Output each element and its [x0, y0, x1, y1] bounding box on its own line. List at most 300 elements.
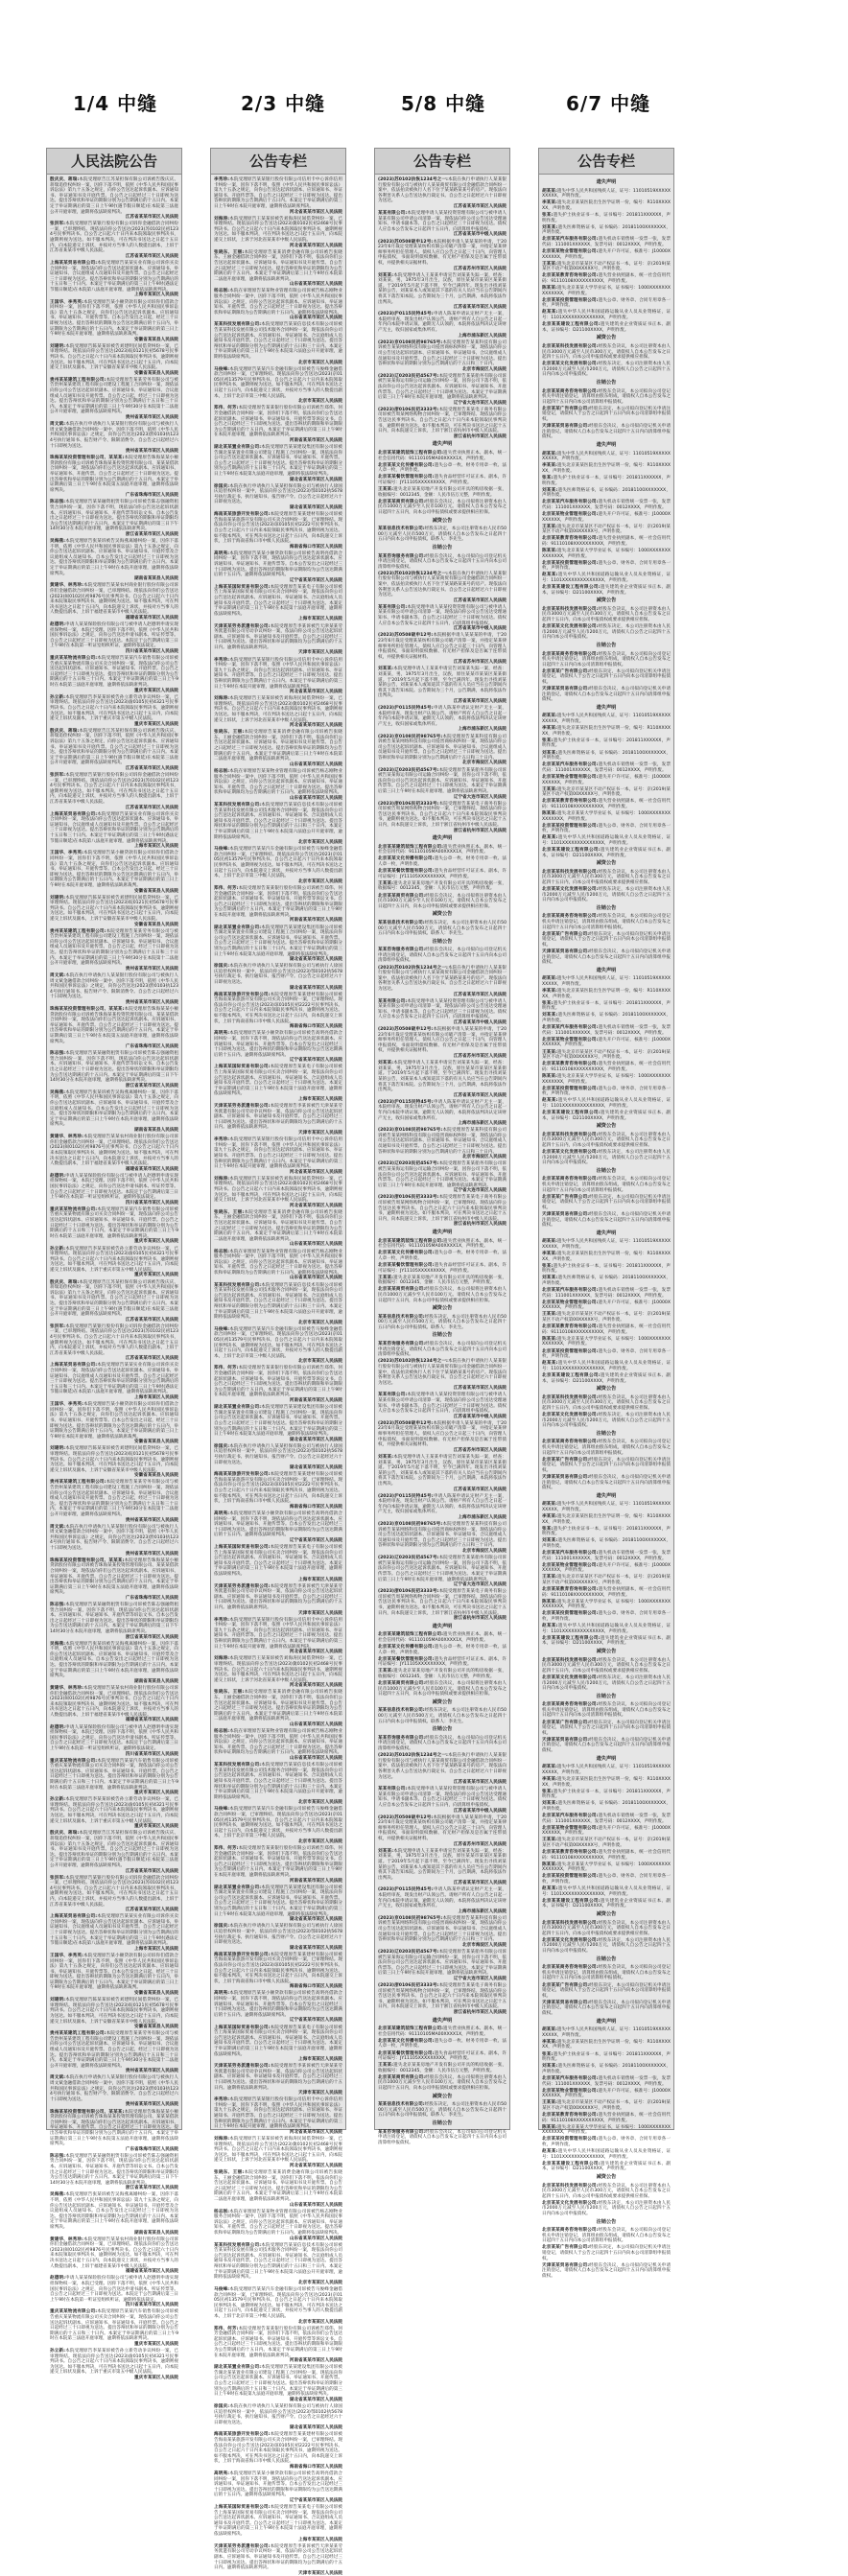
notice-item	[542, 1738, 671, 1754]
notice-text: 遗失营业执照正本、副本，统一社会信用代码：91110105MA00XXXX1X，声明作废。	[378, 1238, 506, 1250]
notice-text: 遗失中华人民共和国残疾人证，证号：11010519XXXXXXXXXX，声明作废。	[542, 714, 671, 725]
notice-item	[542, 1600, 671, 1610]
notice-addressee: 天津某某贸易有限公司:	[542, 2262, 590, 2268]
notice-text: 本院受理原告某某信息技术有限公司诉被告某某科技发展有限公司技术服务合同纠纷一案，现依法向你公司公告送达起诉状副本、应诉通知书、举证通知书、合议庭组成人员通知书及开庭传票。自公告之日起经过三十日即视为送达。提出答辩状和举证的期限分别为公告期满后的十五日和三十日内。本案定于举证期满后的第三日上午9时在本院第六法庭公开开庭审理，逾期将依法缺席判决。	[214, 2242, 342, 2281]
notice-addressee: 北京某某投资管理有限公司:	[542, 823, 599, 829]
notice-issuer: 江苏省某某市某区人民法院	[453, 1092, 506, 1098]
notice-addressee: 杨志刚:	[214, 768, 229, 774]
notice-text: 本院受理原告某某小额贷款有限公司诉被告高明亮借款合同纠纷一案，因你下落不明，现依法向你公告送达起诉状副本、应诉通知书、举证通知书、开庭传票等。自本公告发出之日起经过三十日即视为送达。提出答辩状的期限和举证期限均为公告送达期满后的十五日内。逾期将依法缺席判决。	[214, 1031, 342, 1058]
notice-addressee: 重庆某某物流有限公司:	[50, 1206, 98, 1212]
notice-addressee: 吴海燕:	[50, 1641, 65, 1647]
notice-item	[542, 1514, 671, 1525]
notice-issuer: 浙江省某某市某区人民法院	[125, 532, 178, 537]
notice-issuer: 河北省某某市某区人民法院	[289, 723, 342, 729]
notice-item	[542, 1874, 671, 1885]
notice-addressee: 重庆某某物流有限公司:	[50, 2309, 98, 2315]
notice-text: 申请人陈某申请认定财产无主一案，本院经审查，现发出财产认领公告。请财产所有人自公告之日起一年内向本院申请认领。逾期无人认领的，本院将依法判决认定该财产无主，收归国家或集体所有。	[378, 1493, 507, 1515]
notice-item	[50, 1480, 178, 1523]
notice-item	[214, 445, 342, 482]
section-title: 注销公告	[596, 1167, 617, 1174]
notice-item	[50, 2237, 178, 2275]
section-title: 遗失声明	[596, 1492, 617, 1499]
notice-addressee: 某某有限公司:	[378, 1393, 408, 1398]
notice-item	[50, 1247, 178, 1279]
notice-item	[50, 456, 178, 499]
notice-item	[50, 1998, 178, 2030]
notice-addressee: 郑伟、何芳:	[214, 1846, 239, 1852]
section-title: 遗失声明	[596, 1755, 617, 1762]
section-title: 遗失声明	[432, 835, 453, 842]
notice-item	[378, 177, 506, 210]
notice-issuer: 北京市海淀区人民法院	[462, 366, 506, 372]
notice-item	[378, 1061, 506, 1098]
notice-addressee: 周文斌:	[50, 1524, 65, 1530]
notice-issuer: 江苏省某某市某区人民法院	[453, 203, 506, 209]
notice-text: 遗失机动车销售统一发票一张，发票代码：111001XXXXXX，发票号码：0012XXXX，声明作废。	[542, 1551, 671, 1561]
notice-issuer: 海南省海口市某区人民法院	[289, 1504, 342, 1510]
notice-addressee: 天津某某劳务派遣有限公司:	[214, 2543, 271, 2549]
notice-addressee: 胡某某:	[542, 976, 557, 982]
notice-addressee: 湖北某某置业有限公司:	[214, 1405, 262, 1411]
notice-text: 本院受理原告陈某某诉被告刘建明民间借贷纠纷一案，已审理终结。现依法向你公告送达(2023)皖0121民初5678号民事判决书。自公告之日起六十日内来本院领取民事判决书，逾期则视为送达。如不服本判决，可在判决书送达之日起十五日内，向本院递交上诉状及副本，上诉于安徽省某某市中级人民法院。	[50, 895, 178, 922]
notice-item	[542, 585, 671, 596]
notice-item	[542, 1001, 671, 1012]
notice-addressee: 珠海某某投资管理有限公司、某某某:	[50, 2109, 125, 2115]
notice-text: 本院受理原告某银行股份有限公司诉你金融借款合同纠纷一案，已审理终结。现依法向你公告送达(2023)苏0102民初1234号民事判决书。自公告之日起六十日内来本院领取民事判决书，逾期则视为送达。如不服本判决，可在判决书送达之日起十五日内，向本院递交上诉状，并按对方当事人的人数提出副本，上诉于江苏省某某市中级人民法院。	[50, 773, 178, 805]
notice-text: 本院受理原告某某船务有限公司诉被告某某海运有限公司运输合同纠纷一案，因你公司下落不明，依法向你公司公告送达起诉状副本、应诉通知书、举证通知书、开庭传票等。自公告之日起经过三十日即视为送达。本案定于举证期满后第三日上午9时在本院开庭审理，逾期将依法缺席判决。	[378, 767, 506, 794]
notice-text: 遗失中华人民共和国残疾人证，证号：11010519XXXXXXXXXX，声明作废。	[542, 451, 671, 462]
notice-text: 遗失中华人民共和国残疾人证，证号：11010519XXXXXXXXXX，声明作废。	[542, 976, 671, 987]
notice-text: 遗失北京某某房地产开发有限公司开具的购房收据一张，收据编号：0012345，金额：人民币伍万元整，声明作废。	[378, 880, 506, 892]
notice-text: 遗失北京市某某区不动产权证书一本，证号：京(2019)某某区不动产权第00XXXXX号，声明作废。	[542, 524, 671, 535]
notice-addressee: 北京某某物业管理有限公司:	[542, 774, 599, 780]
notice-text: 本院受理原告某某电子有限公司诉被告上海某某国际贸易有限公司买卖合同纠纷一案，现依法向你公司公告送达起诉状副本、应诉通知书、举证通知书、合议庭组成人员通知书及开庭传票。自公告之日起经过三十日即视为送达。本案定于举证期满后的第三日上午9时在本院第十法庭开庭审理，逾期将依法缺席判决。	[214, 2025, 342, 2057]
notice-text: 本院受理原告江苏某担保有限公司诉被告殷庆庆、蒋瑞追偿权纠纷一案，因你下落不明，依照《中华人民共和国民事诉讼法》第九十五条之规定，向你公告送达起诉状副本、应诉通知书、举证通知书及开庭传票。自公告之日起经过三十日即视为送达。提出答辩状和举证的期限分别为公告期满后的十五日内。本案定于举证期满后的第三日上午9时(遇节假日顺延)在本院第三法庭公开开庭审理，逾期将依法缺席判决。	[50, 177, 178, 215]
notice-text: 本院受理原告某某农村商业银行股份有限公司诉你们金融借款合同纠纷一案，已审理终结。现依法向你们公告送达(2023)闽0102民初9876号民事判决书。自公告之日起六十日内来本院领取民事判决书，逾期则视为送达。如不服本判决，可在判决书送达之日起十五日内，向本院递交上诉状，并按对方当事人的人数提出副本，上诉于福建省某某市中级人民法院。	[50, 1685, 178, 1718]
notice-addressee: 北京某某教育咨询有限公司:	[542, 273, 599, 279]
notice-item	[542, 811, 671, 822]
notice-text: 遗失公章一枚、财务专用章一枚、法人章一枚，声明作废。	[378, 1645, 506, 1655]
notice-item	[378, 527, 506, 543]
notice-text: 本院在执行申请执行人某某担保有限公司与被执行人徐国庆追偿权纠纷一案中，依法向你公告送达(2023)鄂0102执5678号执行裁定书、执行通知书、报告财产令。自公告之日起经过六十日即视为送达。	[214, 1443, 342, 1465]
notice-item	[542, 1395, 671, 1412]
notice-addressee: 北京某某教育咨询有限公司:	[542, 1587, 599, 1593]
notice-addressee: 海南某某旅游开发有限公司:	[214, 1952, 271, 1957]
notice-text: 本院受理原告某某农村商业银行股份有限公司诉你们金融借款合同纠纷一案，已审理终结。现依法向你们公告送达(2023)闽0102民初9876号民事判决书。自公告之日起六十日内来本院领取民事判决书，逾期则视为送达。如不服本判决，可在判决书送达之日起十五日内，向本院递交上诉状，并按对方当事人的人数提出副本，上诉于福建省某某市中级人民法院。	[50, 2236, 178, 2269]
notice-item	[214, 322, 342, 365]
notice-text: 遗失公章、财务章、合同专用章各一枚，声明作废。	[542, 2137, 671, 2147]
notice-issuer: 江苏省某某市某区人民法院	[125, 1356, 178, 1362]
notice-issuer: 海南省海口市某区人民法院	[289, 1024, 342, 1030]
notice-item	[50, 2349, 178, 2381]
notice-issuer: 北京市某某区人民法院	[298, 1359, 342, 1365]
notice-text: 本院根据申请人某某某的申请，于2023年6月裁定受理某某纺织有限公司破产清算一案，并指定某某律师事务所担任管理人。债权人应自公告之日起三十日内，向管理人申报债权，书面说明债权数额、有无财产担保及是否属于连带债权，并提供相关证据材料。	[378, 1420, 506, 1448]
notice-text: 本院受理原告某某建设集团有限公司诉被告湖北某某置业有限公司建设工程施工合同纠纷一案，现依法向你公司公告送达起诉状副本、应诉通知书、举证通知书、开庭传票。自公告之日起经过三十日即视为送达。提出答辩状和举证的期限分别为公告期满后的十五日和三十日内。本案定于举证期满后的第三日上午9时在本院第九法庭开庭审理，逾期将依法缺席判决。	[214, 445, 342, 477]
section-title: 减资公告	[432, 1305, 453, 1312]
notice-item	[542, 2064, 671, 2074]
notice-addressee: 某某科技发展有限公司:	[214, 2242, 262, 2248]
notice-text: 经股东会决议，本公司拟向公司登记机关申请注销登记，请债权人自本公告发布之日起四十五日内向本公司清算组申报债权。	[378, 553, 506, 570]
notice-addressee: (2023)苏0508破申12号:	[378, 633, 434, 639]
notice-item	[214, 1656, 342, 1689]
notice-addressee: 北京某某汽车服务有限公司:	[542, 1813, 599, 1818]
notice-text: 本院受理原告某某船务有限公司诉被告某某海运有限公司运输合同纠纷一案，因你公司下落不明，依法向你公司公告送达起诉状副本、应诉通知书、举证通知书、开庭传票等。自公告之日起经过三十日即视为送达。本案定于举证期满后第三日上午9时在本院开庭审理，逾期将依法缺席判决。	[378, 1949, 506, 1977]
notice-addressee: 孙立新:	[50, 1246, 65, 1252]
notice-addressee: 刘海涛:	[214, 216, 229, 222]
notice-issuer: 山东省某某市某区人民法院	[289, 316, 342, 321]
notice-item	[50, 729, 178, 772]
section-title: 遗失声明	[596, 967, 617, 973]
notice-text: 本院受理申请人王某某申请宣告刘某某失踪一案，经查：刘某某，男，1975年3月出生，汉族，原住某某市某某区某某街道。于2019年5月起下落不明，至今已满四年。现发出寻找刘某某的公告，刘某某本人或知道其下落的有关人员应当在公告期间内将其下落告知本院。公告期间为三个月，公告期满，本院将依法作出判决。	[378, 1061, 506, 1093]
notice-text: 遗失中华人民共和国残疾人证，证号：11010519XXXXXXXXXX，声明作废。	[542, 2027, 671, 2038]
notice-issuer: 上海市某某区人民法院	[298, 617, 342, 622]
notice-issuer: 上海市浦东新区人民法院	[458, 1121, 506, 1127]
notice-text: 本院在审理原告某某物业管理有限公司诉被告杨志刚物业服务合同纠纷一案中，因你下落不明，依照《中华人民共和国民事诉讼法》之规定，向你公告送达起诉状副本、应诉通知书、举证通知书、开庭传票。自公告之日起经过三十日即视为送达。提出答辩状和举证期限均为公告期满后的十五日内。逾期将依法缺席判决。	[214, 289, 342, 316]
notice-issuer: 河南省某某市某区人民法院	[289, 918, 342, 924]
notice-item	[378, 211, 506, 238]
notice-issuer: 贵州省某某市某区人民法院	[125, 966, 178, 972]
notice-item	[542, 1721, 671, 1737]
notice-issuer: 上海市某某区人民法院	[298, 2537, 342, 2542]
notice-addressee: (2023)辽0203民初4567号:	[378, 767, 439, 773]
section-title: 注销公告	[432, 2120, 453, 2127]
notice-item	[542, 1563, 671, 1574]
notice-text: 本院受理原告江苏某担保有限公司诉被告殷庆庆、蒋瑞追偿权纠纷一案，因你下落不明，依照《中华人民共和国民事诉讼法》第九十五条之规定，向你公告送达起诉状副本、应诉通知书、举证通知书及开庭传票。自公告之日起经过三十日即视为送达。提出答辩状和举证的期限分别为公告期满后的十五日内。本案定于举证期满后的第三日上午9时(遇节假日顺延)在本院第三法庭公开开庭审理，逾期将依法缺席判决。	[50, 1831, 178, 1868]
notice-addressee: 天津某某劳务派遣有限公司:	[214, 623, 271, 629]
notice-addressee: 湖北某某置业有限公司:	[214, 2365, 262, 2371]
column-title: 人民法院公告	[47, 149, 181, 175]
notice-issuer: 浙江省某某市某区人民法院	[125, 1634, 178, 1640]
notice-addressee: 高明亮:	[214, 1031, 229, 1037]
notice-item	[542, 1349, 671, 1360]
notice-text: 本院受理原告某某信息技术有限公司诉被告某某科技发展有限公司技术服务合同纠纷一案，现依法向你公司公告送达起诉状副本、应诉通知书、举证通知书、合议庭组成人员通知书及开庭传票。自公告之日起经过三十日即视为送达。提出答辩状和举证的期限分别为公告期满后的十五日和三十日内。本案定于举证期满后的第三日上午9时在本院第六法庭公开开庭审理，逾期将依法缺席判决。	[214, 1763, 342, 1800]
notice-text: 遗失建筑业企业资质证书正本、副本，证书编号：D21100XXXX，声明作废。	[542, 1372, 671, 1384]
notice-addressee: 北京某某物业管理有限公司:	[542, 511, 599, 517]
notice-item	[542, 1777, 671, 1788]
notice-text: 遗失开户许可证，核准号：J10000XXXXXXX，声明作废。	[542, 511, 671, 523]
notice-text: 本院受理原告某某融资租赁有限公司诉被告陈志强融资租赁合同纠纷一案，因你下落不明，现依法向你公告送达起诉状副本、应诉通知书、举证通知书、开庭传票等诉讼文书。自本公告发出之日起经过三十日即视为送达。提出答辩状的期限和举证期限均为公告送达期满后的十五日内。本案定于举证期满后的第三日下午14时30分在本院开庭审理，逾期将依法缺席判决。	[50, 1603, 178, 1634]
notice-addressee: 胡某某:	[542, 1239, 557, 1245]
notice-item	[542, 2113, 671, 2123]
notice-text: 本院受理原告某小额贷款有限公司诉你们借款合同纠纷一案，因你们下落不明，依照《中华人民共和国民事诉讼法》第九十五条之规定，向你们公告送达起诉状副本、应诉通知书、举证通知书、开庭传票等。自本公告发出之日起，经过三十日即视为送达。提出答辩状的期限为公告送达期满后的十五日内，举证期限为公告期满后的十五日内。本案定于举证期满后的第三日上午9时在本院开庭审理，逾期将依法缺席裁判。	[50, 299, 178, 338]
notice-item	[378, 273, 506, 311]
notice-issuer: 安徽省某某县人民法院	[134, 1440, 178, 1445]
notice-item	[378, 572, 506, 604]
notice-item	[214, 886, 342, 924]
notice-item	[378, 1342, 506, 1358]
notice-text: 遗失食品经营许可证正本、副本，许可证编号：JY11105XXXXXXXXX，声明作废。	[378, 2050, 506, 2062]
notice-item	[214, 769, 342, 802]
notice-item	[50, 1135, 178, 1172]
notice-item	[378, 894, 506, 910]
notice-text: 本院受理原告某某建材有限公司诉被告海南某某旅游开发有限公司买卖合同纠纷一案，已审理终结。现依法向你公司公告送达(2023)琼0105民初2222号民事判决书。自公告之日起六十日内来本院领取民事判决书，逾期则视为送达。如不服本判决，可在判决书送达之日起十五日内，向本院递交上诉状，上诉于海南省海口市中级人民法院。	[214, 992, 342, 1024]
notice-text: 经股东会决议，本公司注册资本由人民币3000万元减至人民币300万元，请债权人自本公告发布之日起四十五日内，向本公司申报债权或要求提供相应担保。	[542, 343, 671, 361]
notice-issuer: 重庆市某某区人民法院	[134, 688, 178, 693]
notice-item	[378, 845, 506, 855]
notice-item	[50, 695, 178, 728]
notice-item	[542, 1133, 671, 1149]
notice-item	[378, 2026, 506, 2037]
notice-addressee: 北京某某汽车服务有限公司:	[542, 2075, 599, 2081]
notice-addressee: 北京某某投资管理有限公司:	[542, 560, 599, 566]
notice-addressee: 北京某某汽车服务有限公司:	[542, 1025, 599, 1031]
notice-addressee: 赵某某:	[542, 2149, 558, 2155]
notice-addressee: 王某某:	[378, 487, 393, 493]
notice-addressee: 徐国庆:	[214, 1924, 229, 1930]
notice-text: 经股东决定，本公司注册资本由人民币2000万元减至人民币200万元，请债权人自公告之日起四十五日内向本公司申报债权。	[542, 362, 671, 378]
notice-item	[542, 687, 671, 703]
notice-addressee: 某某咨询服务有限公司:	[378, 948, 426, 953]
notice-item	[378, 667, 506, 704]
notice-item	[214, 2170, 342, 2208]
notice-addressee: 王国华、李秀英:	[50, 1402, 83, 1408]
notice-addressee: 北京某某餐饮管理有限公司:	[378, 1656, 435, 1662]
notice-text: 遗失公章一枚、财务专用章一枚、法人章一枚，声明作废。	[378, 1251, 506, 1261]
notice-addressee: 马俊峰:	[214, 847, 229, 853]
notice-item	[542, 362, 671, 378]
notice-issuer: 河北省某某市某区人民法院	[289, 243, 342, 248]
notice-text: 遗失北京某某医院出生医学证明一份，编号：R110XXXXXX，声明作废。	[542, 2039, 671, 2050]
notice-addressee: 某某科技发展有限公司:	[214, 803, 262, 808]
notice-addressee: 北京某某广告有限公司:	[542, 1194, 590, 1200]
notice-text: 经股东会决议，本公司拟向登记机关申请注销登记，请债权人自本公告发布之日起四十五日内向清算组申报债权。	[542, 2000, 671, 2016]
notice-text: 本院受理原告某某实业有限公司诉你买卖合同纠纷一案，现依法向你公告送达起诉状副本、应诉通知书、举证通知书、合议庭组成人员通知书及开庭传票。自公告之日起经过三十日即视为送达。提出答辩状和举证的期限分别为公告期满后的十五日和三十日内。本案定于举证期满后的第三日上午9时(遇法定节假日顺延)在本院第八法庭开庭审理，逾期将依法缺席判决。	[50, 260, 178, 293]
notice-text: 本院受理申请人某某投资管理有限公司与被申请人某某有限公司申请公司清算一案，现依法向你公司公告送达受理通知书、申请书副本等。自公告之日起经过三十日即视为送达。债权人应自本公告发布之日起四十五日内，向清算组申报债权。	[378, 1393, 506, 1415]
notice-addressee: 周文斌:	[50, 2075, 65, 2081]
notice-item	[542, 1239, 671, 1250]
notice-text: 经股东决定，本公司注册资本由人民币5000万元减至人民币500万元，请债权人自本公告发布之日起四十五日内向本公司申报债权。联系人：李先生。	[378, 527, 506, 543]
notice-addressee: (2023)苏0102执恢1234号之一:	[378, 571, 448, 576]
notice-addressee: 赵某某:	[542, 310, 558, 316]
notice-addressee: (2023)苏0102执恢1234号之一:	[378, 1753, 448, 1759]
notice-addressee: 陈某某:	[542, 1073, 557, 1079]
notice-text: 本院受理原告某某融资租赁有限公司诉被告陈志强融资租赁合同纠纷一案，因你下落不明，现依法向你公告送达起诉状副本、应诉通知书、举证通知书、开庭传票等诉讼文书。自本公告发出之日起经过三十日即视为送达。提出答辩状的期限和举证期限均为公告送达期满后的十五日内。本案定于举证期满后的第三日下午14时30分在本院开庭审理，逾期将依法缺席判决。	[50, 1051, 178, 1084]
notice-text: 遗失北京某某房地产开发有限公司开具的购房收据一张，收据编号：0012345，金额：人民币伍万元整，声明作废。	[378, 1669, 506, 1679]
notice-item	[50, 1558, 178, 1602]
notice-item	[378, 1787, 506, 1814]
notice-addressee: 黄建华、林秀珍:	[50, 1685, 83, 1691]
notice-item	[542, 273, 671, 284]
notice-item	[214, 1472, 342, 1510]
notice-item	[542, 799, 671, 809]
notice-issuer: 北京市某某区人民法院	[298, 878, 342, 884]
notice-item	[378, 735, 506, 767]
notice-item	[542, 262, 671, 272]
notice-text: 申请人陈某申请认定财产无主一案，本院经审查，现发出财产认领公告。请财产所有人自公告之日起一年内向本院申请认领。逾期无人认领的，本院将依法判决认定该财产无主，收归国家或集体所有。	[378, 1099, 507, 1121]
notice-addressee: 北京某某物业管理有限公司:	[542, 1037, 599, 1042]
notice-text: 遗失护士执业证书一本，证书编号：201811XXXXXX，声明作废。	[542, 1000, 671, 1012]
notice-addressee: 徐国庆:	[214, 964, 229, 970]
notice-text: 遗失中华人民共和国道路运输从业人员从业资格证，证号：1101XXXXXXXXXXXXXX，声明作废。	[542, 1098, 671, 1109]
notice-item	[542, 2100, 671, 2111]
notice-addressee: 李秀珍:	[214, 1617, 229, 1623]
notice-addressee: 北京某某广告有限公司:	[542, 668, 590, 674]
notice-item	[214, 2097, 342, 2135]
notice-text: 经股东会决议，本公司注册资本由人民币3000万元减至人民币300万元，请债权人自本公告发布之日起四十五日内，向本公司申报债权或要求提供相应担保。	[542, 1132, 671, 1148]
notice-item	[378, 1645, 506, 1655]
notice-item	[50, 773, 178, 810]
notice-issuer: 重庆市某某区人民法院	[134, 1273, 178, 1278]
notice-addressee: 王国华、李秀英:	[50, 851, 83, 856]
notice-item	[542, 1502, 671, 1512]
notice-text: 本院受理原告某某农村商业银行股份有限公司诉你们金融借款合同纠纷一案，已审理终结。现依法向你们公告送达(2023)闽0102民初9876号民事判决书。自公告之日起六十日内来本院领取民事判决书，逾期则视为送达。如不服本判决，可在判决书送达之日起十五日内，向本院递交上诉状，并按对方当事人的人数提出副本，上诉于福建省某某市中级人民法院。	[50, 583, 178, 616]
notice-addressee: 赵某某:	[542, 1624, 558, 1629]
notice-issuer: 江苏省苏州市某区人民法院	[453, 660, 506, 666]
notice-issuer: 河北省某某市某区人民法院	[289, 1169, 342, 1175]
notice-addressee: 北京某某教育咨询有限公司:	[542, 799, 599, 805]
notice-item	[542, 1765, 671, 1775]
notice-addressee: 北京某某建设工程有限公司:	[542, 1635, 601, 1641]
notice-addressee: 北京某某建设工程有限公司:	[542, 1372, 601, 1378]
notice-list	[375, 175, 509, 2145]
notice-item	[214, 2287, 342, 2325]
notice-text: 遗失中华人民共和国残疾人证，证号：11010519XXXXXXXXXX，声明作废。	[542, 1502, 671, 1512]
notice-addressee: 王某某:	[378, 1275, 393, 1280]
notice-text: 遗失医师资格证书，证书编码：20181100XXXXXXX，声明作废。	[542, 2064, 671, 2074]
notice-addressee: 王某某:	[542, 261, 557, 267]
section-title: 减资公告	[432, 911, 453, 918]
notice-text: 经股东会决议，本公司拟向登记机关申请注销登记，请债权人自本公告发布之日起四十五日内向清算组申报债权。	[542, 424, 671, 440]
notice-text: 经股东会决议，本公司注册资本由人民币3000万元减至人民币300万元，请债权人自本公告发布之日起四十五日内，向本公司申报债权或要求提供相应担保。	[542, 1657, 671, 1674]
notice-text: 遗失营业执照副本，统一社会信用代码：91110108XXXXXXXXXX，声明作废。	[542, 1587, 671, 1598]
notice-item	[378, 856, 506, 867]
notice-issuer: 湖北省某某市某区人民法院	[289, 957, 342, 963]
notice-item	[214, 993, 342, 1030]
notice-text: 本院受理原告某某银行股份有限公司诉被告郑伟、何芳金融借款合同纠纷一案，因你们下落不明，依法向你们公告送达起诉状副本、应诉通知书、举证通知书、开庭传票等诉讼文书。自公告之日起经过三十日即视为送达。提出答辩状的期限和举证期限为公告期满后的十五日内。本案定于举证期满后的第三日上午9时在本院开庭审理，逾期将依法缺席判决。	[214, 406, 342, 438]
notice-item	[378, 999, 506, 1026]
notice-addressee: 某某科技发展有限公司:	[214, 1763, 262, 1768]
notice-item	[214, 1104, 342, 1136]
notice-item	[542, 573, 671, 583]
notice-item	[542, 549, 671, 559]
notice-text: 本院受理原告某某实业有限公司诉你买卖合同纠纷一案，现依法向你公告送达起诉状副本、应诉通知书、举证通知书、合议庭组成人员通知书及开庭传票。自公告之日起经过三十日即视为送达。提出答辩状和举证的期限分别为公告期满后的十五日和三十日内。本案定于举证期满后的第三日上午9时(遇法定节假日顺延)在本院第八法庭开庭审理，逾期将依法缺席判决。	[50, 1914, 178, 1947]
notice-addressee: 北京某某商贸有限公司:	[378, 1681, 426, 1687]
notice-issuer: 湖北省某某市某区人民法院	[289, 477, 342, 482]
notice-item	[214, 484, 342, 511]
notice-text: 经股东会决议，本公司注册资本由人民币3000万元减至人民币300万元，请债权人自本公告发布之日起四十五日内，向本公司申报债权或要求提供相应担保。	[542, 869, 671, 885]
notice-item	[378, 1276, 506, 1286]
notice-text: 遗失营业执照正本、副本，统一社会信用代码：91110105MA00XXXX1X，声明作废。	[378, 1632, 506, 1643]
notice-item	[542, 525, 671, 535]
notice-text: 本院受理原告某某建设集团有限公司诉被告湖北某某置业有限公司建设工程施工合同纠纷一案，现依法向你公司公告送达起诉状副本、应诉通知书、举证通知书、开庭传票。自公告之日起经过三十日即视为送达。提出答辩状和举证的期限分别为公告期满后的十五日和三十日内。本案定于举证期满后的第三日上午9时在本院第九法庭开庭审理，逾期将依法缺席判决。	[214, 1405, 342, 1438]
notice-addressee: 北京某某科技发展有限公司:	[542, 606, 599, 612]
notice-text: 遗失食品经营许可证正本、副本，许可证编号：JY11105XXXXXXXXX，声明作废。	[378, 475, 506, 485]
notice-addressee: 张某:	[542, 1789, 554, 1794]
notice-text: 本院受理原告某某建设集团有限公司诉被告湖北某某置业有限公司建设工程施工合同纠纷一案，现依法向你公司公告送达起诉状副本、应诉通知书、举证通知书、开庭传票。自公告之日起经过三十日即视为送达。提出答辩状和举证的期限分别为公告期满后的十五日和三十日内。本案定于举证期满后的第三日上午9时在本院第九法庭开庭审理，逾期将依法缺席判决。	[214, 925, 342, 957]
notice-addressee: 陈某某:	[542, 2124, 557, 2130]
notice-addressee: 刘某某:	[542, 1013, 558, 1019]
notice-text: 遗失公章一枚、财务专用章一枚、法人章一枚，声明作废。	[378, 462, 506, 474]
notice-addressee: 北京某某商贸有限公司:	[378, 2074, 426, 2080]
notice-addressee: 北京某某文化传播有限公司:	[378, 1251, 435, 1256]
notice-text: 本院受理申请人王某某申请宣告刘某某失踪一案，经查：刘某某，男，1975年3月出生，汉族，原住某某市某某区某某街道。于2019年5月起下落不明，至今已满四年。现发出寻找刘某某的公告，刘某某本人或知道其下落的有关人员应当在公告期间内将其下落告知本院。公告期间为三个月，公告期满，本院将依法作出判决。	[378, 667, 506, 699]
notice-addressee: 郑伟、何芳:	[214, 406, 239, 411]
notice-addressee: 贵州某某建筑工程有限公司:	[50, 928, 106, 934]
notice-list	[211, 175, 345, 2576]
notice-addressee: 北京某某物业管理有限公司:	[542, 1300, 599, 1305]
section-title: 注销公告	[596, 2218, 617, 2225]
notice-item	[542, 1373, 671, 1384]
notice-item	[542, 1312, 671, 1323]
notice-text: 遗失医师资格证书，证书编码：20181100XXXXXXX，声明作废。	[542, 1013, 671, 1024]
notice-addressee: 李某某:	[542, 1776, 557, 1782]
notice-addressee: 陈某某:	[542, 1599, 557, 1604]
notice-addressee: 北京某某文化发展有限公司:	[542, 887, 599, 893]
notice-item	[542, 2076, 671, 2087]
notice-item	[542, 407, 671, 423]
notice-text: 本院受理原告某某汽车金融有限公司诉被告马俊峰金融借款合同纠纷一案，已审理终结。现依法向你公告送达(2023)京0105民初13579号民事判决书。自公告之日起六十日内来本院领取民事判决书，逾期则视为送达。如不服本判决，可在判决书送达之日起十五日内，向本院递交上诉状，并按对方当事人的人数提出副本，上诉于北京市第三中级人民法院。	[214, 2286, 342, 2319]
notice-issuer: 辽宁省某某市某区人民法院	[289, 2018, 342, 2024]
notice-text: 经股东会决议，本公司拟向公司登记机关申请注销登记，清算组由股东组成，请债权人自本公告发布之日起四十五日内向本公司清算组申报债权。	[542, 1440, 671, 1456]
notice-addressee: 北京某某投资管理有限公司:	[542, 2137, 599, 2143]
notice-item	[214, 658, 342, 695]
notice-addressee: 徐国庆:	[214, 483, 229, 489]
notice-item	[542, 1264, 671, 1275]
notice-text: 本院根据申请人某某某的申请，于2023年6月裁定受理某某纺织有限公司破产清算一案，并指定某某律师事务所担任管理人。债权人应自公告之日起三十日内，向管理人申报债权，书面说明债权数额、有无财产担保及是否属于连带债权，并提供相关证据材料。	[378, 633, 506, 660]
notice-text: 本院在执行申请执行人某某银行股份有限公司与被执行人周文斌金融借款合同纠纷一案中，因你下落不明，依照《中华人民共和国民事诉讼法》之规定，向你公告送达(2023)黔0103执1234号执行通知书、报告财产令、限制消费令。自公告之日起经过六十日即视为送达。	[50, 972, 178, 1000]
notice-text: 本院受理原告某某电子商务有限公司诉被告周某网络购物合同纠纷一案，已审理终结。现依法向你公告送达民事判决书。自公告之日起六十日内来本院领取民事判决书，逾期则视为送达。如不服本判决，可在判决书送达之日起十五日内，向本院递交上诉状，上诉于浙江省杭州市中级人民法院。	[378, 1195, 506, 1222]
notice-addressee: 赵某某:	[542, 1886, 558, 1892]
notice-addressee: 王某某:	[542, 1575, 557, 1581]
notice-item	[378, 1950, 506, 1982]
notice-addressee: 上海某某贸易有限公司:	[50, 1914, 98, 1920]
notice-issuer: 江苏省苏州市某区人民法院	[453, 1447, 506, 1453]
notice-item	[542, 1538, 671, 1549]
notice-addressee: 李某某:	[542, 1252, 557, 1257]
notice-issuer: 广东省珠海市某区人民法院	[125, 493, 178, 499]
section-title: 减资公告	[596, 597, 617, 604]
notice-text: 本院受理原告某某银行股份有限公司信用卡中心诉你信用卡纠纷一案，因你下落不明，依照《中华人民共和国民事诉讼法》第九十五条之规定，向你公告送达起诉状副本、应诉通知书、举证通知书、开庭传票等。自公告之日起经过三十日即视为送达。提出答辩状的期限为公告期满后十五日内。本案定于举证期满后的第三日上午9时在本院开庭审理，逾期将依法缺席判决。	[214, 1137, 342, 1170]
notice-issuer: 贵州省某某市某区人民法院	[125, 999, 178, 1005]
notice-text: 本院受理原告某某消费金融有限公司诉被告张晓东、王丽金融借款合同纠纷一案，因你们下落不明，依法向你们公告送达起诉状副本、应诉通知书、举证通知书及开庭传票。自公告之日起经过三十日即视为送达。提出答辩状和举证的期限均为公告期满后的十五日内。本案定于举证期满后第三日上午9时在本院第二法庭开庭审理，逾期将依法缺席判决。	[214, 1690, 342, 1722]
notice-issuer: 北京市某某区人民法院	[298, 1838, 342, 1844]
notice-item	[542, 536, 671, 547]
notice-text: 遗失北京某某大学毕业证书，证书编号：1000XXXXXXXXXXXXXX，声明作废。	[542, 286, 671, 296]
notice-item	[542, 463, 671, 474]
notice-addressee: 赵某某:	[542, 1361, 558, 1367]
notice-addressee: 北京某某文化传播有限公司:	[378, 856, 435, 862]
notice-item	[378, 1589, 506, 1622]
notice-addressee: 北京某某汽车服务有限公司:	[542, 1551, 599, 1557]
notice-text: 遗失开户许可证，核准号：J10000XXXXXXX，声明作废。	[542, 1562, 671, 1574]
notice-item	[378, 1657, 506, 1668]
notice-text: 本院在执行申请执行人某某银行股份有限公司与被执行人某某商贸有限公司金融借款合同纠纷一案中，依法拍卖被执行人名下位于某某路某某号的房产。现依法向各利害关系人公告送达执行裁定书。自公告之日起经过六十日即视为送达。	[378, 965, 506, 992]
notice-item	[378, 768, 506, 801]
notice-item	[542, 1013, 671, 1023]
notice-item	[214, 1137, 342, 1175]
notice-addressee: 北京某某科技发展有限公司:	[542, 343, 599, 349]
notice-text: 本院在执行申请执行人某某银行股份有限公司与被执行人周文斌金融借款合同纠纷一案中，因你下落不明，依照《中华人民共和国民事诉讼法》之规定，向你公告送达(2023)黔0103执1234号执行通知书、报告财产令、限制消费令。自公告之日起经过六十日即视为送达。	[50, 422, 178, 449]
notice-addressee: 张晓东、王丽:	[214, 249, 245, 255]
notice-issuer: 江苏省某某市某区人民法院	[453, 1780, 506, 1786]
notice-text: 本院受理原告某某银行股份有限公司诉被告郑伟、何芳金融借款合同纠纷一案，因你们下落不明，依法向你们公告送达起诉状副本、应诉通知书、举证通知书、开庭传票等诉讼文书。自公告之日起经过三十日即视为送达。提出答辩状的期限和举证期限为公告期满后的十五日内。本案定于举证期满后的第三日上午9时在本院开庭审理，逾期将依法缺席判决。	[214, 885, 342, 918]
notice-item	[50, 1725, 178, 1758]
notice-addressee: 王国华、李秀英:	[50, 1953, 83, 1958]
notice-addressee: 刘某某:	[378, 1454, 393, 1460]
notice-item	[542, 1814, 671, 1824]
notice-issuer: 贵州省某某市某区人民法院	[125, 1551, 178, 1557]
notice-addressee: 周文斌:	[50, 972, 65, 978]
notice-text: 本院受理原告某某汽车金融有限公司诉被告马俊峰金融借款合同纠纷一案，已审理终结。现依法向你公告送达(2023)京0105民初13579号民事判决书。自公告之日起六十日内来本院领取民事判决书，逾期则视为送达。如不服本判决，可在判决书送达之日起十五日内，向本院递交上诉状，并按对方当事人的人数提出副本，上诉于北京市第三中级人民法院。	[214, 847, 342, 879]
section-title: 减资公告	[432, 2093, 453, 2099]
notice-addressee: (2023)京0108民初98765号:	[378, 1522, 443, 1528]
notice-addressee: 孙立新:	[50, 694, 65, 700]
notice-addressee: 天津某某劳务派遣有限公司:	[214, 1104, 271, 1110]
notice-addressee: 李秀珍:	[214, 657, 229, 663]
notice-issuer: 四川省某某市某区人民法院	[125, 2303, 178, 2308]
notice-item	[542, 213, 671, 223]
notice-item	[378, 1287, 506, 1303]
